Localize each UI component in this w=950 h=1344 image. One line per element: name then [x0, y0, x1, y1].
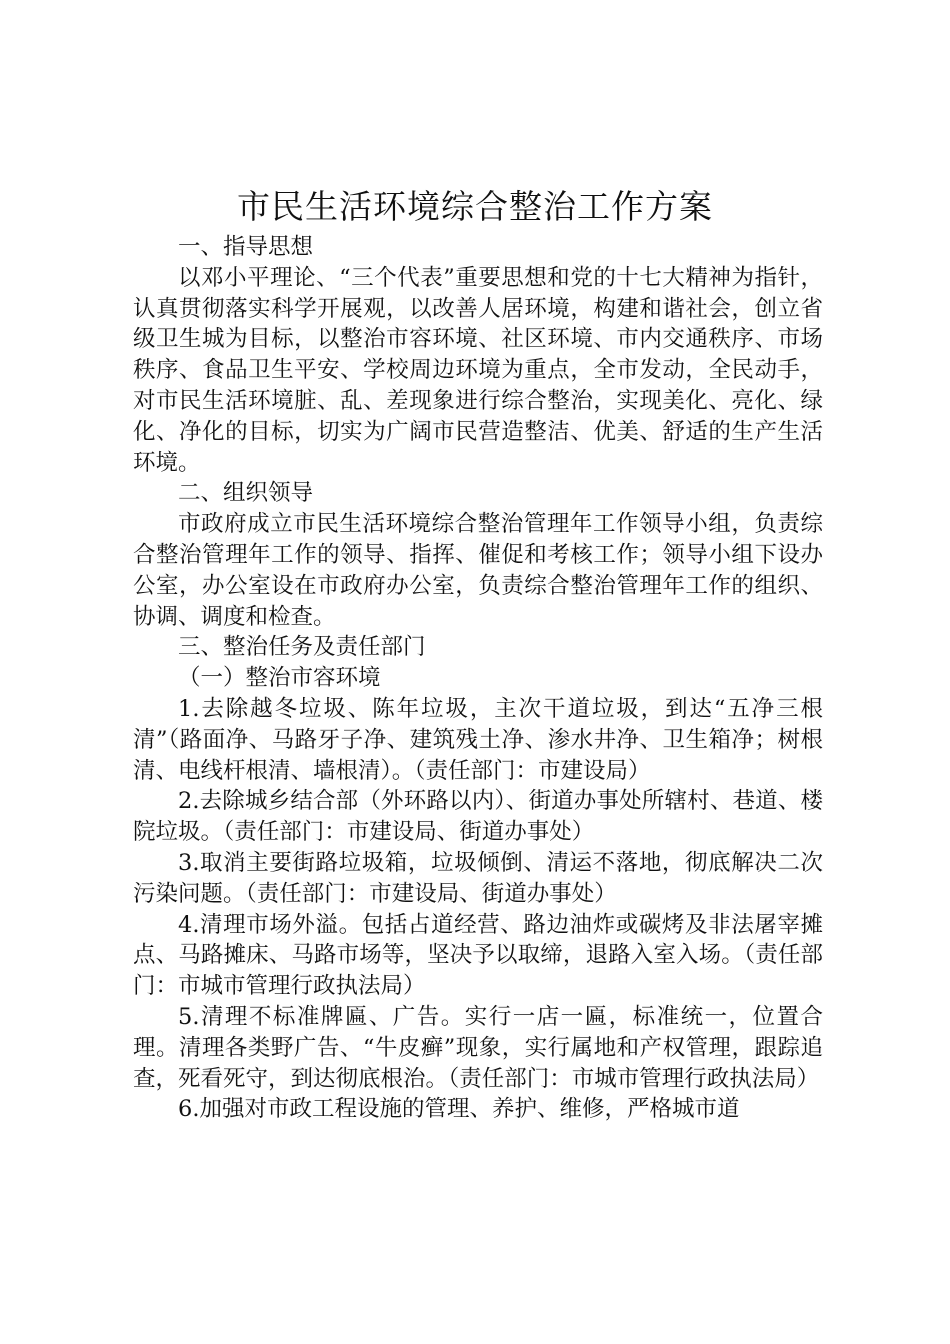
section-heading-guiding-ideology: 一、指导思想 [178, 234, 314, 260]
paragraph-guiding-ideology: 以邓小平理论、“三个代表”重要思想和党的十七大精神为指针，认真贯彻落实科学开展观，以改善人居环境，构建和谐社会，创立省级卫生城为目标，以整治市容环境、社区环境、市内交通秩序、市场秩序、食品卫生平安、学校周边环境为重点，全市发动，全民动手，对市民生活环境脏、乱、差现象进行综合整治，实现美化、亮化、绿化、净化的目标，切实为广阔市民营造整洁、优美、舒适的生产生活环境。 [133, 264, 823, 476]
list-item-4: 4.清理市场外溢。包括占道经营、路边油炸或碳烤及非法屠宰摊点、马路摊床、马路市场等，坚决予以取缔，退路入室入场。（责任部门：市城市管理行政执法局） [133, 911, 823, 1000]
list-item-1: 1.去除越冬垃圾、陈年垃圾，主次干道垃圾，到达“五净三根清”（路面净、马路牙子净、建筑残土净、渗水井净、卫生箱净；树根清、电线杆根清、墙根清）。（责任部门：市建设局） [133, 695, 823, 784]
section-heading-tasks: 三、整治任务及责任部门 [178, 634, 426, 661]
list-item-2: 2.去除城乡结合部（外环路以内）、街道办事处所辖村、巷道、楼院垃圾。（责任部门：市建设局、街道办事处） [133, 788, 823, 846]
list-item-6: 6.加强对市政工程设施的管理、养护、维修，严格城市道 [178, 1096, 740, 1123]
section-heading-organization: 二、组织领导 [178, 480, 314, 507]
subsection-heading-city-appearance: （一）整治市容环境 [178, 665, 381, 692]
document-body [133, 232, 823, 1125]
document-title: 市民生活环境综合整治工作方案 [237, 187, 713, 226]
paragraph-organization: 市政府成立市民生活环境综合整治管理年工作领导小组，负责综合整治管理年工作的领导、指挥、催促和考核工作；领导小组下设办公室，办公室设在市政府办公室，负责综合整治管理年工作的组织、协调、调度和检查。 [133, 511, 823, 630]
list-item-5: 5.清理不标准牌匾、广告。实行一店一匾，标准统一，位置合理。清理各类野广告、“牛皮癣”现象，实行属地和产权管理，跟踪追查，死看死守，到达彻底根治。（责任部门：市城市管理行政执法局） [133, 1003, 823, 1092]
list-item-3: 3.取消主要街路垃圾箱，垃圾倾倒、清运不落地，彻底解决二次污染问题。（责任部门：市建设局、街道办事处） [133, 849, 823, 907]
